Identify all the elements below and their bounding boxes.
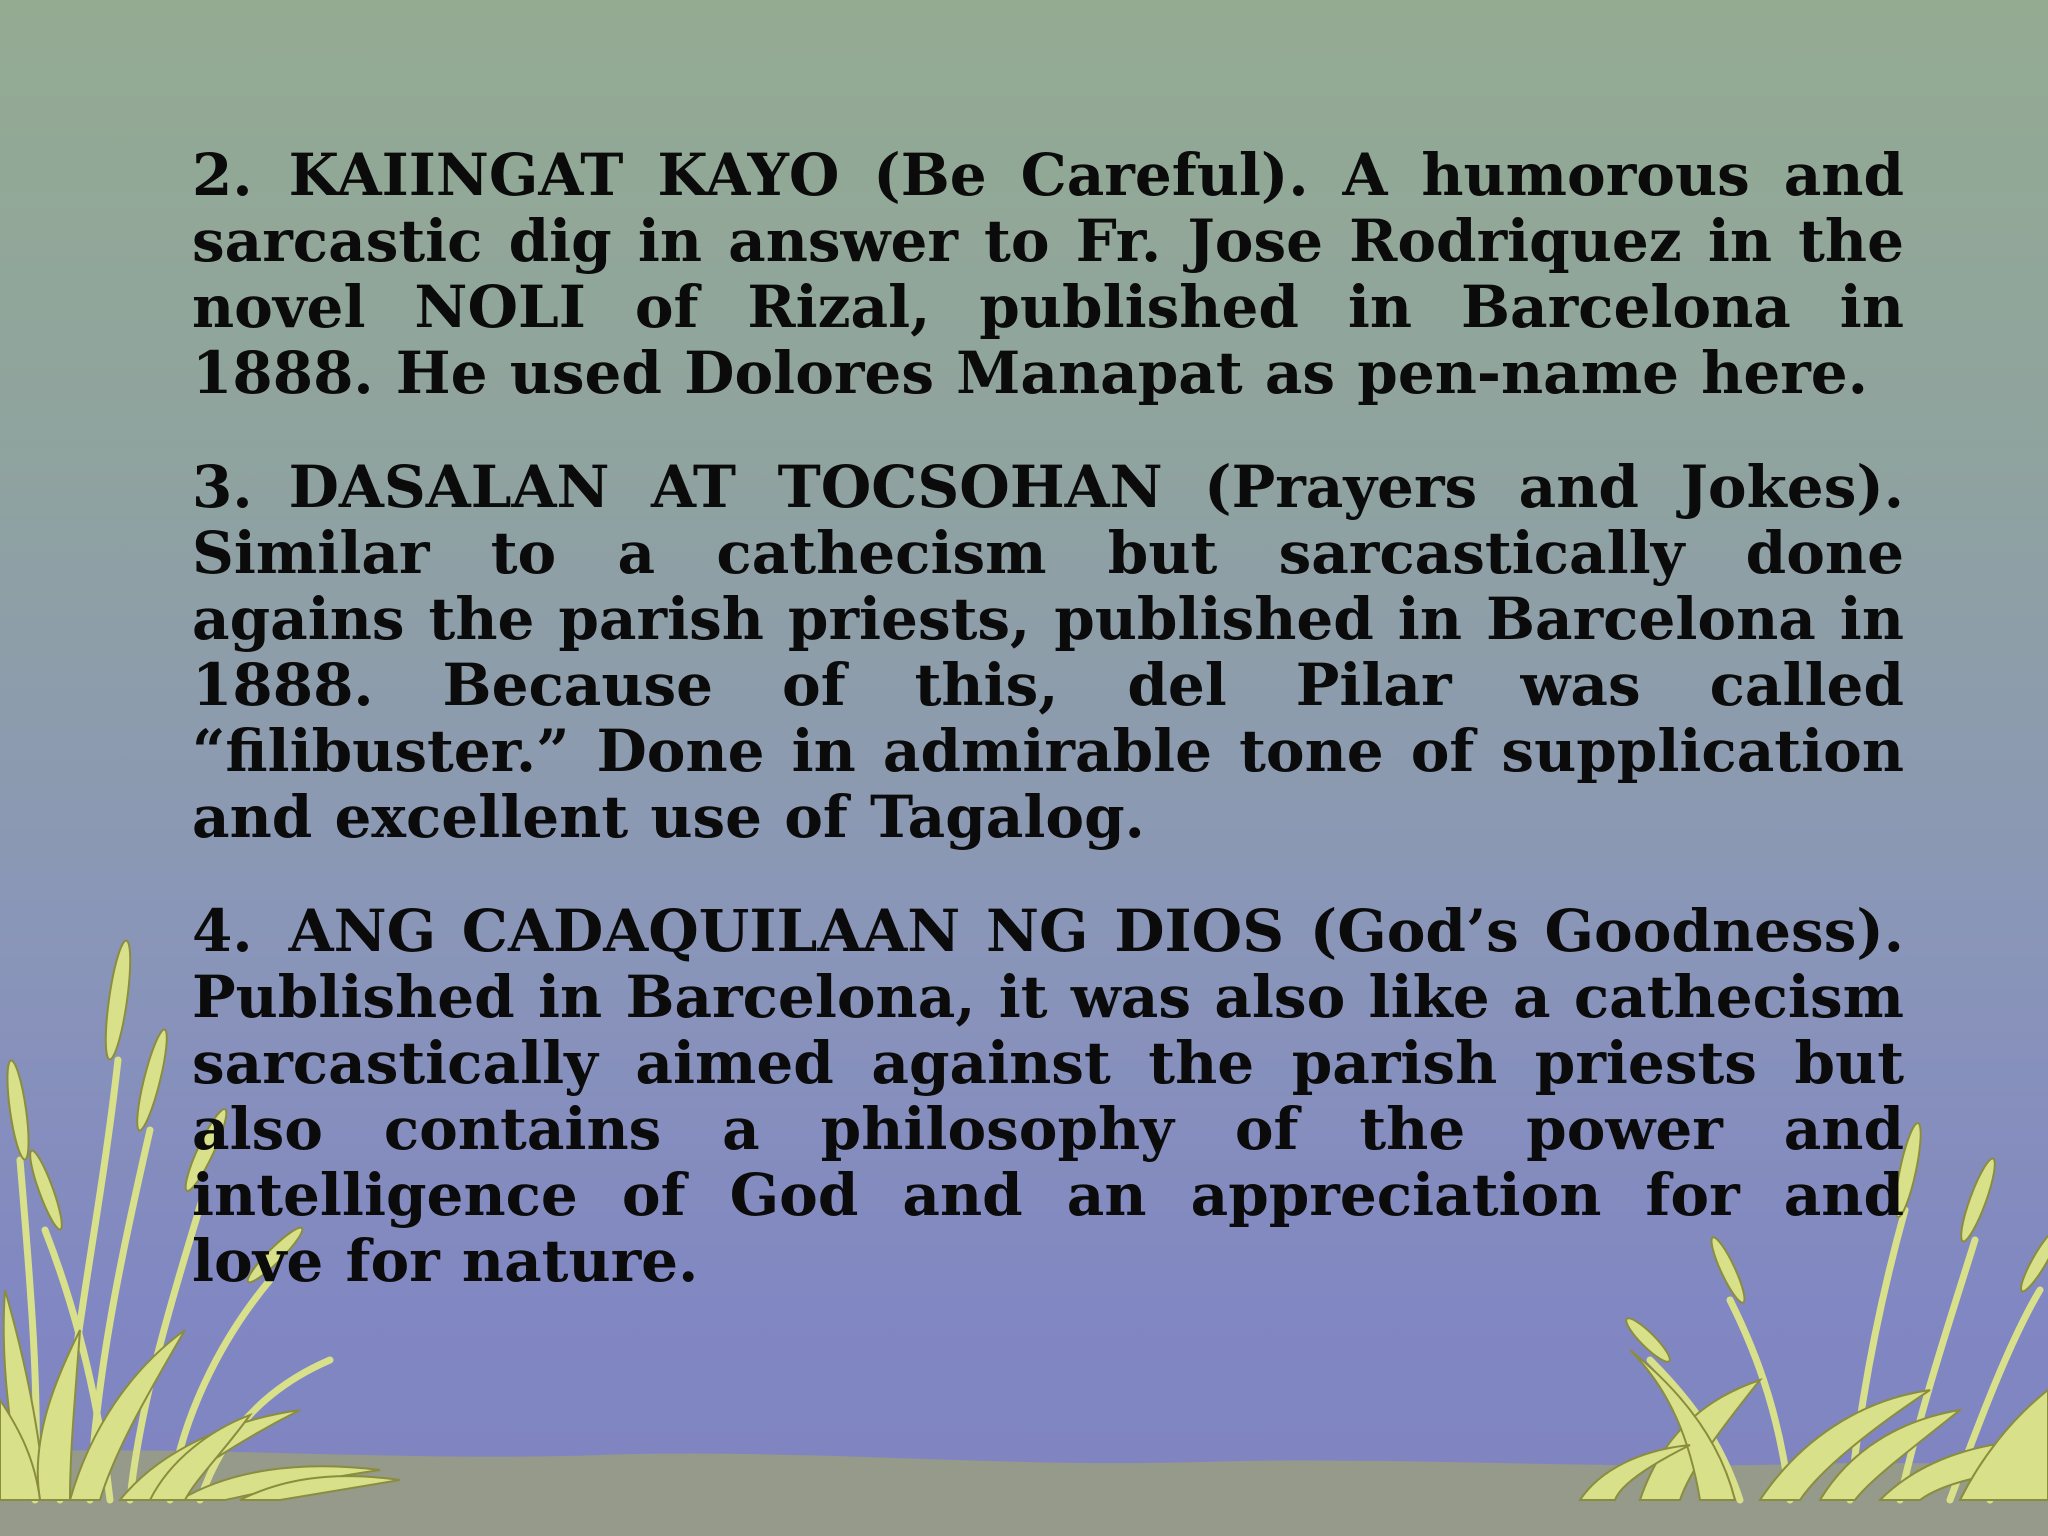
list-item xyxy=(192,142,1904,406)
list-item xyxy=(192,898,1904,1294)
item-number: 4. xyxy=(192,897,253,965)
list-item xyxy=(192,454,1904,850)
slide-body-text xyxy=(192,142,1904,1342)
item-text: ANG CADAQUILAAN NG DIOS (God’s Goodness). Published in Barcelona, it was also like a cathecism sarcastically aimed against the parish priests but also contains a philosophy of the power and intelligence of God and an appreciation for and love for nature. xyxy=(192,897,1904,1295)
item-number: 2. xyxy=(192,141,253,209)
item-text: DASALAN AT TOCSOHAN (Prayers and Jokes). Similar to a cathecism but sarcastically done agains the parish priests, published in Barcelona in 1888. Because of this, del Pilar was called “filibuster.” Done in admirable tone of supplication and excellent use of Tagalog. xyxy=(192,453,1904,851)
item-text: KAIINGAT KAYO (Be Careful). A humorous and sarcastic dig in answer to Fr. Jose Rodriquez in the novel NOLI of Rizal, published in Barcelona in 1888. He used Dolores Manapat as pen-name here. xyxy=(192,141,1904,407)
item-number: 3. xyxy=(192,453,253,521)
